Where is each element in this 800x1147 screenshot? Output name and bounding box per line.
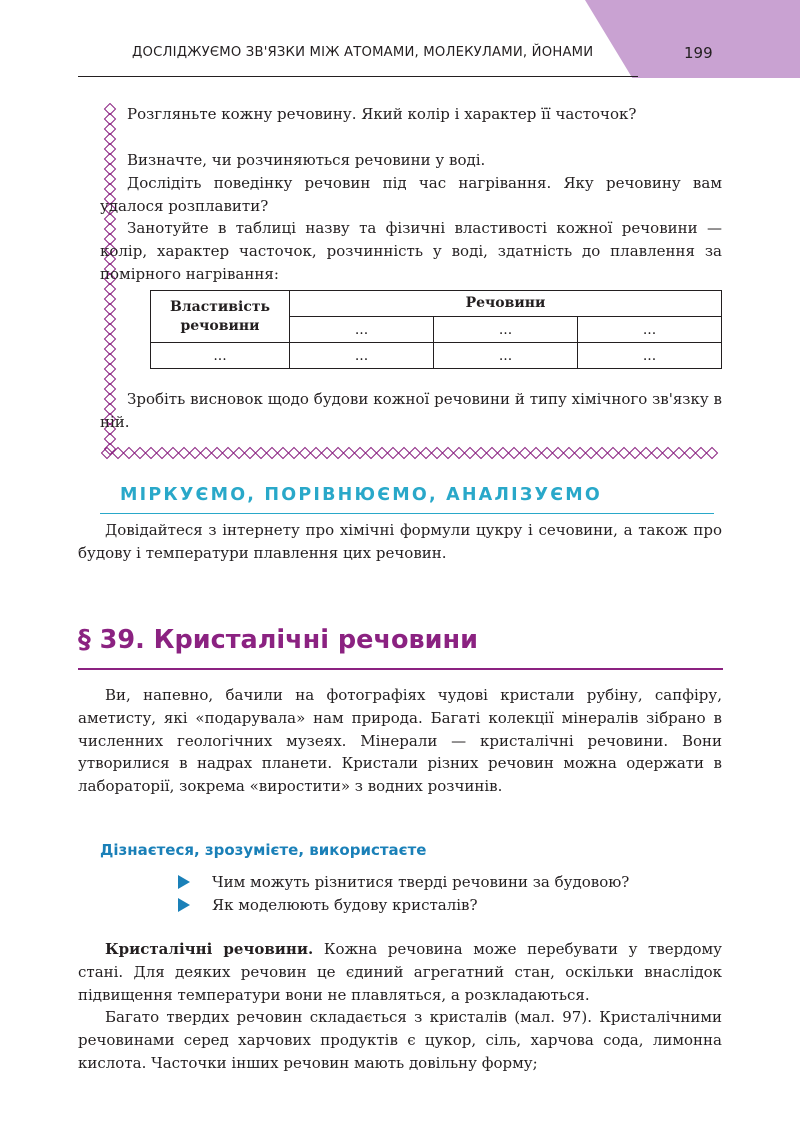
question-item xyxy=(178,873,629,891)
table-cell: ... xyxy=(290,343,434,369)
body-paragraph: Багато твердих речовин складається з кристалів (мал. 97). Кристалічними речовинами серед харчових продуктів є цукор, сіль, харчова сода, лимонна кислота. Часточки інших речовин мають довільну форму; xyxy=(78,1008,722,1072)
page-number: 199 xyxy=(684,44,713,62)
properties-table xyxy=(150,290,722,369)
intro-paragraph: Ви, напевно, бачили на фотографіях чудові кристали рубіну, сапфіру, аметисту, які «подарувала» нам природа. Багаті колекції мінералів зібрано в численних геологічних музеях. Мінерали — кристалічні речовини. Вони утворилися в надрах планети. Кристали різних речовин можна одержати в лабораторії, зокрема «виростити» з водних розчинів. xyxy=(78,686,722,796)
table-cell: ... xyxy=(434,317,578,343)
think-section-heading: МІРКУЄМО, ПОРІВНЮЄМО, АНАЛІЗУЄМО xyxy=(120,485,602,505)
table-header-property: Властивість речовини xyxy=(151,291,290,343)
learn-heading: Дізнаєтеся, зрозумієте, використаєте xyxy=(100,841,427,859)
think-section-rule xyxy=(100,513,714,514)
question-item xyxy=(178,896,478,914)
table-header-substances: Речовини xyxy=(290,291,722,317)
think-text: Довідайтеся з інтернету про хімічні формули цукру і сечовини, а також про будову і температури плавлення цих речовин. xyxy=(78,521,722,562)
header-color-tab xyxy=(585,0,800,78)
table-cell: ... xyxy=(578,317,722,343)
activity-paragraph: Розгляньте кожну речовину. Який колір і характер її часточок? xyxy=(127,105,637,123)
body-text: Кожна речовина може перебувати у твердому стані. Для деяких речовин це єдиний агрегатний стан, оскільки внаслідок підвищення температури вони не плавляться, а розкладаються. xyxy=(78,940,722,1004)
question-text: Як моделюють будову кристалів? xyxy=(212,896,478,914)
triangle-bullet-icon xyxy=(178,898,190,912)
question-text: Чим можуть різнитися тверді речовини за будовою? xyxy=(212,873,630,891)
body-paragraph xyxy=(78,938,722,1006)
activity-border-bottom xyxy=(101,446,726,460)
running-header: ДОСЛІДЖУЄМО ЗВ'ЯЗКИ МІЖ АТОМАМИ, МОЛЕКУЛАМИ, ЙОНАМИ xyxy=(132,45,594,60)
table-cell: ... xyxy=(290,317,434,343)
page-title: § 39. Кристалічні речовини xyxy=(78,625,478,655)
table-cell: ... xyxy=(151,343,290,369)
activity-conclusion: Зробіть висновок щодо будови кожної речовини й типу хімічного зв'язку в ній. xyxy=(100,390,722,431)
table-cell: ... xyxy=(578,343,722,369)
body-term: Кристалічні речовини. xyxy=(105,940,314,958)
activity-paragraph: Визначте, чи розчиняються речовини у воді. xyxy=(127,151,486,169)
triangle-bullet-icon xyxy=(178,875,190,889)
activity-paragraph: Дослідіть поведінку речовин під час нагрівання. Яку речовину вам удалося розплавити? xyxy=(100,174,722,215)
title-rule xyxy=(78,668,723,670)
table-cell: ... xyxy=(434,343,578,369)
activity-paragraph: Занотуйте в таблиці назву та фізичні властивості кожної речовини — колір, характер часточок, розчинність у воді, здатність до плавлення за помірного нагрівання: xyxy=(100,219,722,283)
header-rule xyxy=(78,76,638,77)
